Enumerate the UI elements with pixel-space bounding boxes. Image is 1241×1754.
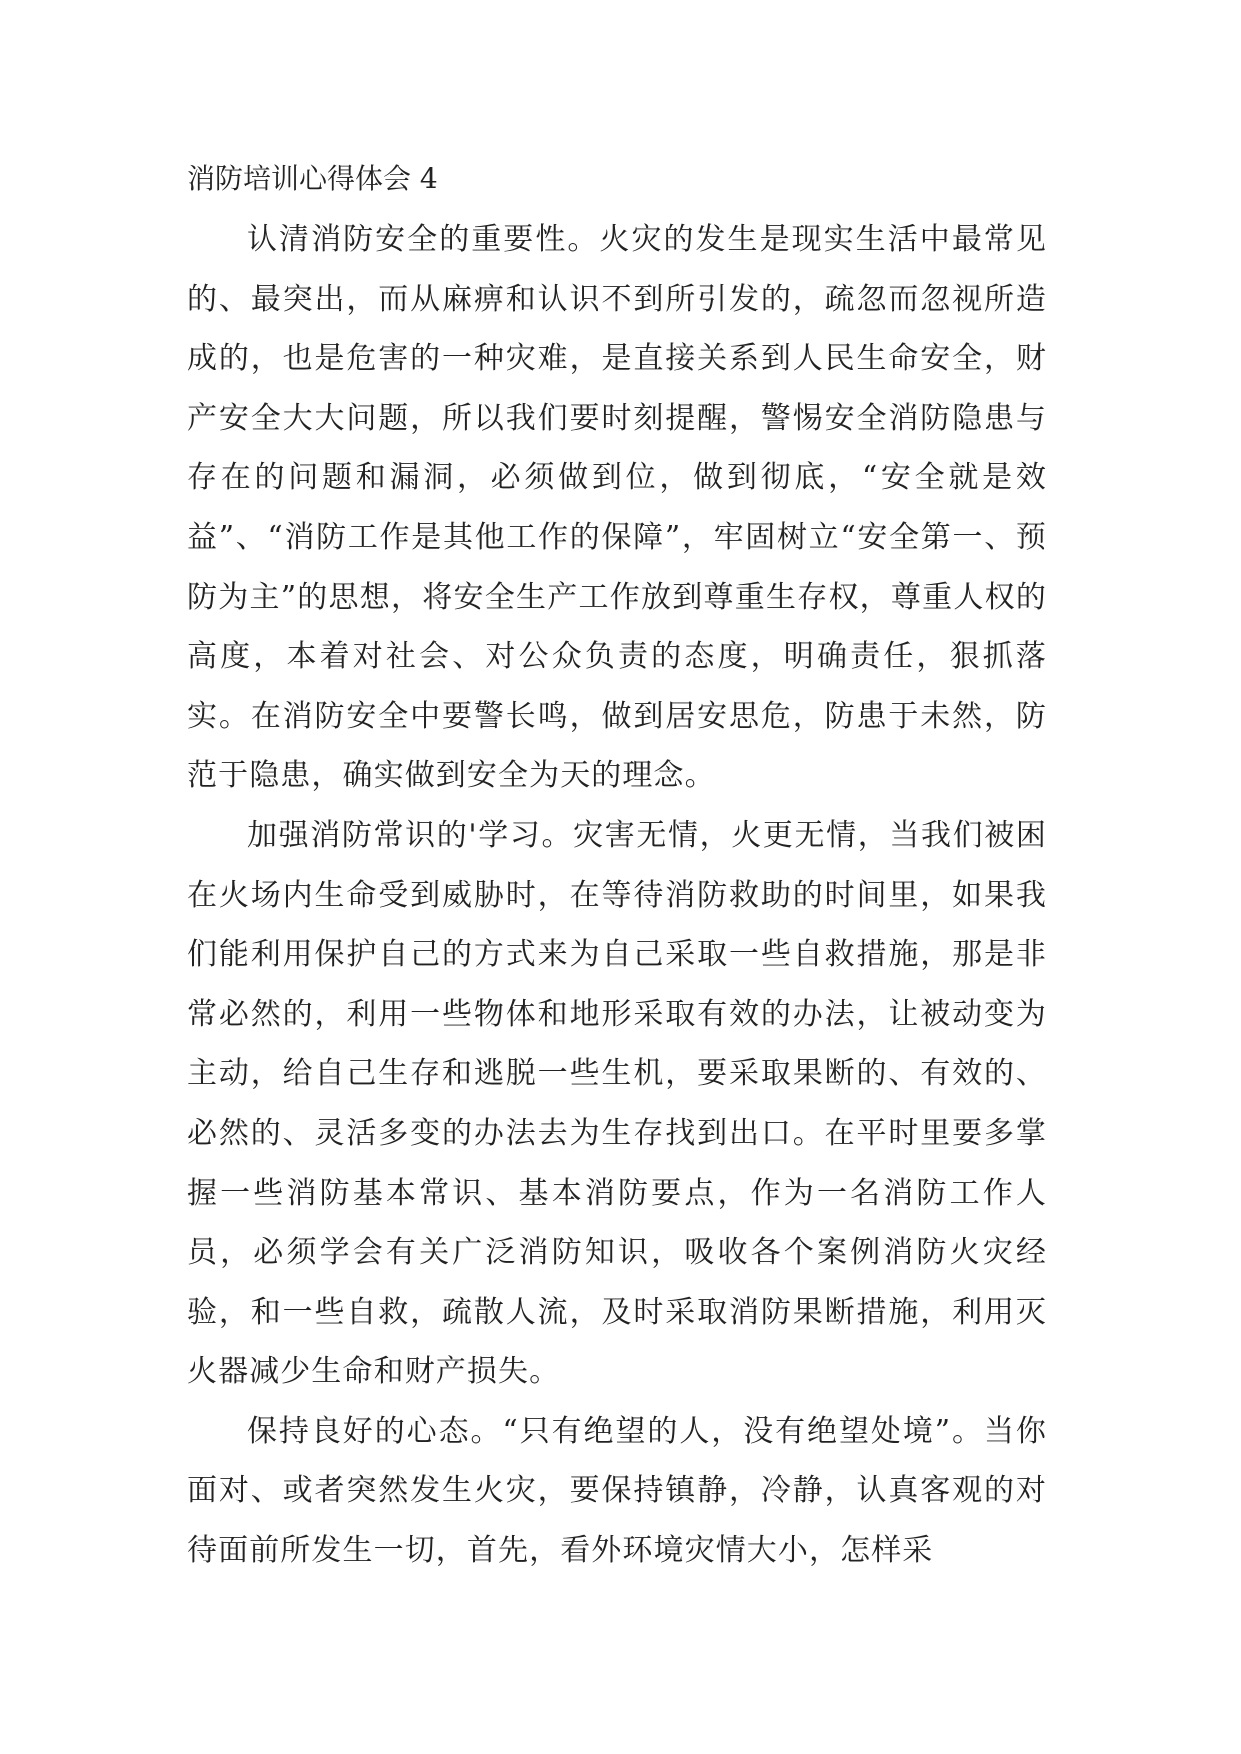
paragraph-fire-knowledge-learning: 加强消防常识的'学习。灾害无情，火更无情，当我们被困在火场内生命受到威胁时，在等待消防救助的时间里，如果我们能利用保护自己的方式来为自己采取一些自救措施，那是非常必然的，利用一些物体和地形采取有效的办法，让被动变为主动，给自己生存和逃脱一些生机，要采取果断的、有效的、必然的、灵活多变的办法去为生存找到出口。在平时里要多掌握一些消防基本常识、基本消防要点，作为一名消防工作人员，必须学会有关广泛消防知识，吸收各个案例消防火灾经验，和一些自救，疏散人流，及时采取消防果断措施，利用灭火器减少生命和财产损失。 xyxy=(187,817,1047,1390)
document-title: 消防培训心得体会 4 xyxy=(187,162,438,195)
paragraph-good-mindset: 保持良好的心态。“只有绝望的人，没有绝望处境”。当你面对、或者突然发生火灾，要保持镇静，冷静，认真客观的对待面前所发生一切，首先，看外环境灾情大小，怎样采 xyxy=(187,1413,1047,1569)
document-body xyxy=(187,148,1047,1581)
paragraph-fire-safety-importance: 认清消防安全的重要性。火灾的发生是现实生活中最常见的、最突出，而从麻痹和认识不到所引发的，疏忽而忽视所造成的，也是危害的一种灾难，是直接关系到人民生命安全，财产安全大大问题，所以我们要时刻提醒，警惕安全消防隐患与存在的问题和漏洞，必须做到位，做到彻底，“安全就是效益”、“消防工作是其他工作的保障”，牢固树立“安全第一、预防为主”的思想，将安全生产工作放到尊重生存权，尊重人权的高度，本着对社会、对公众负责的态度，明确责任，狠抓落实。在消防安全中要警长鸣，做到居安思危，防患于未然，防范于隐患，确实做到安全为天的理念。 xyxy=(187,222,1047,794)
